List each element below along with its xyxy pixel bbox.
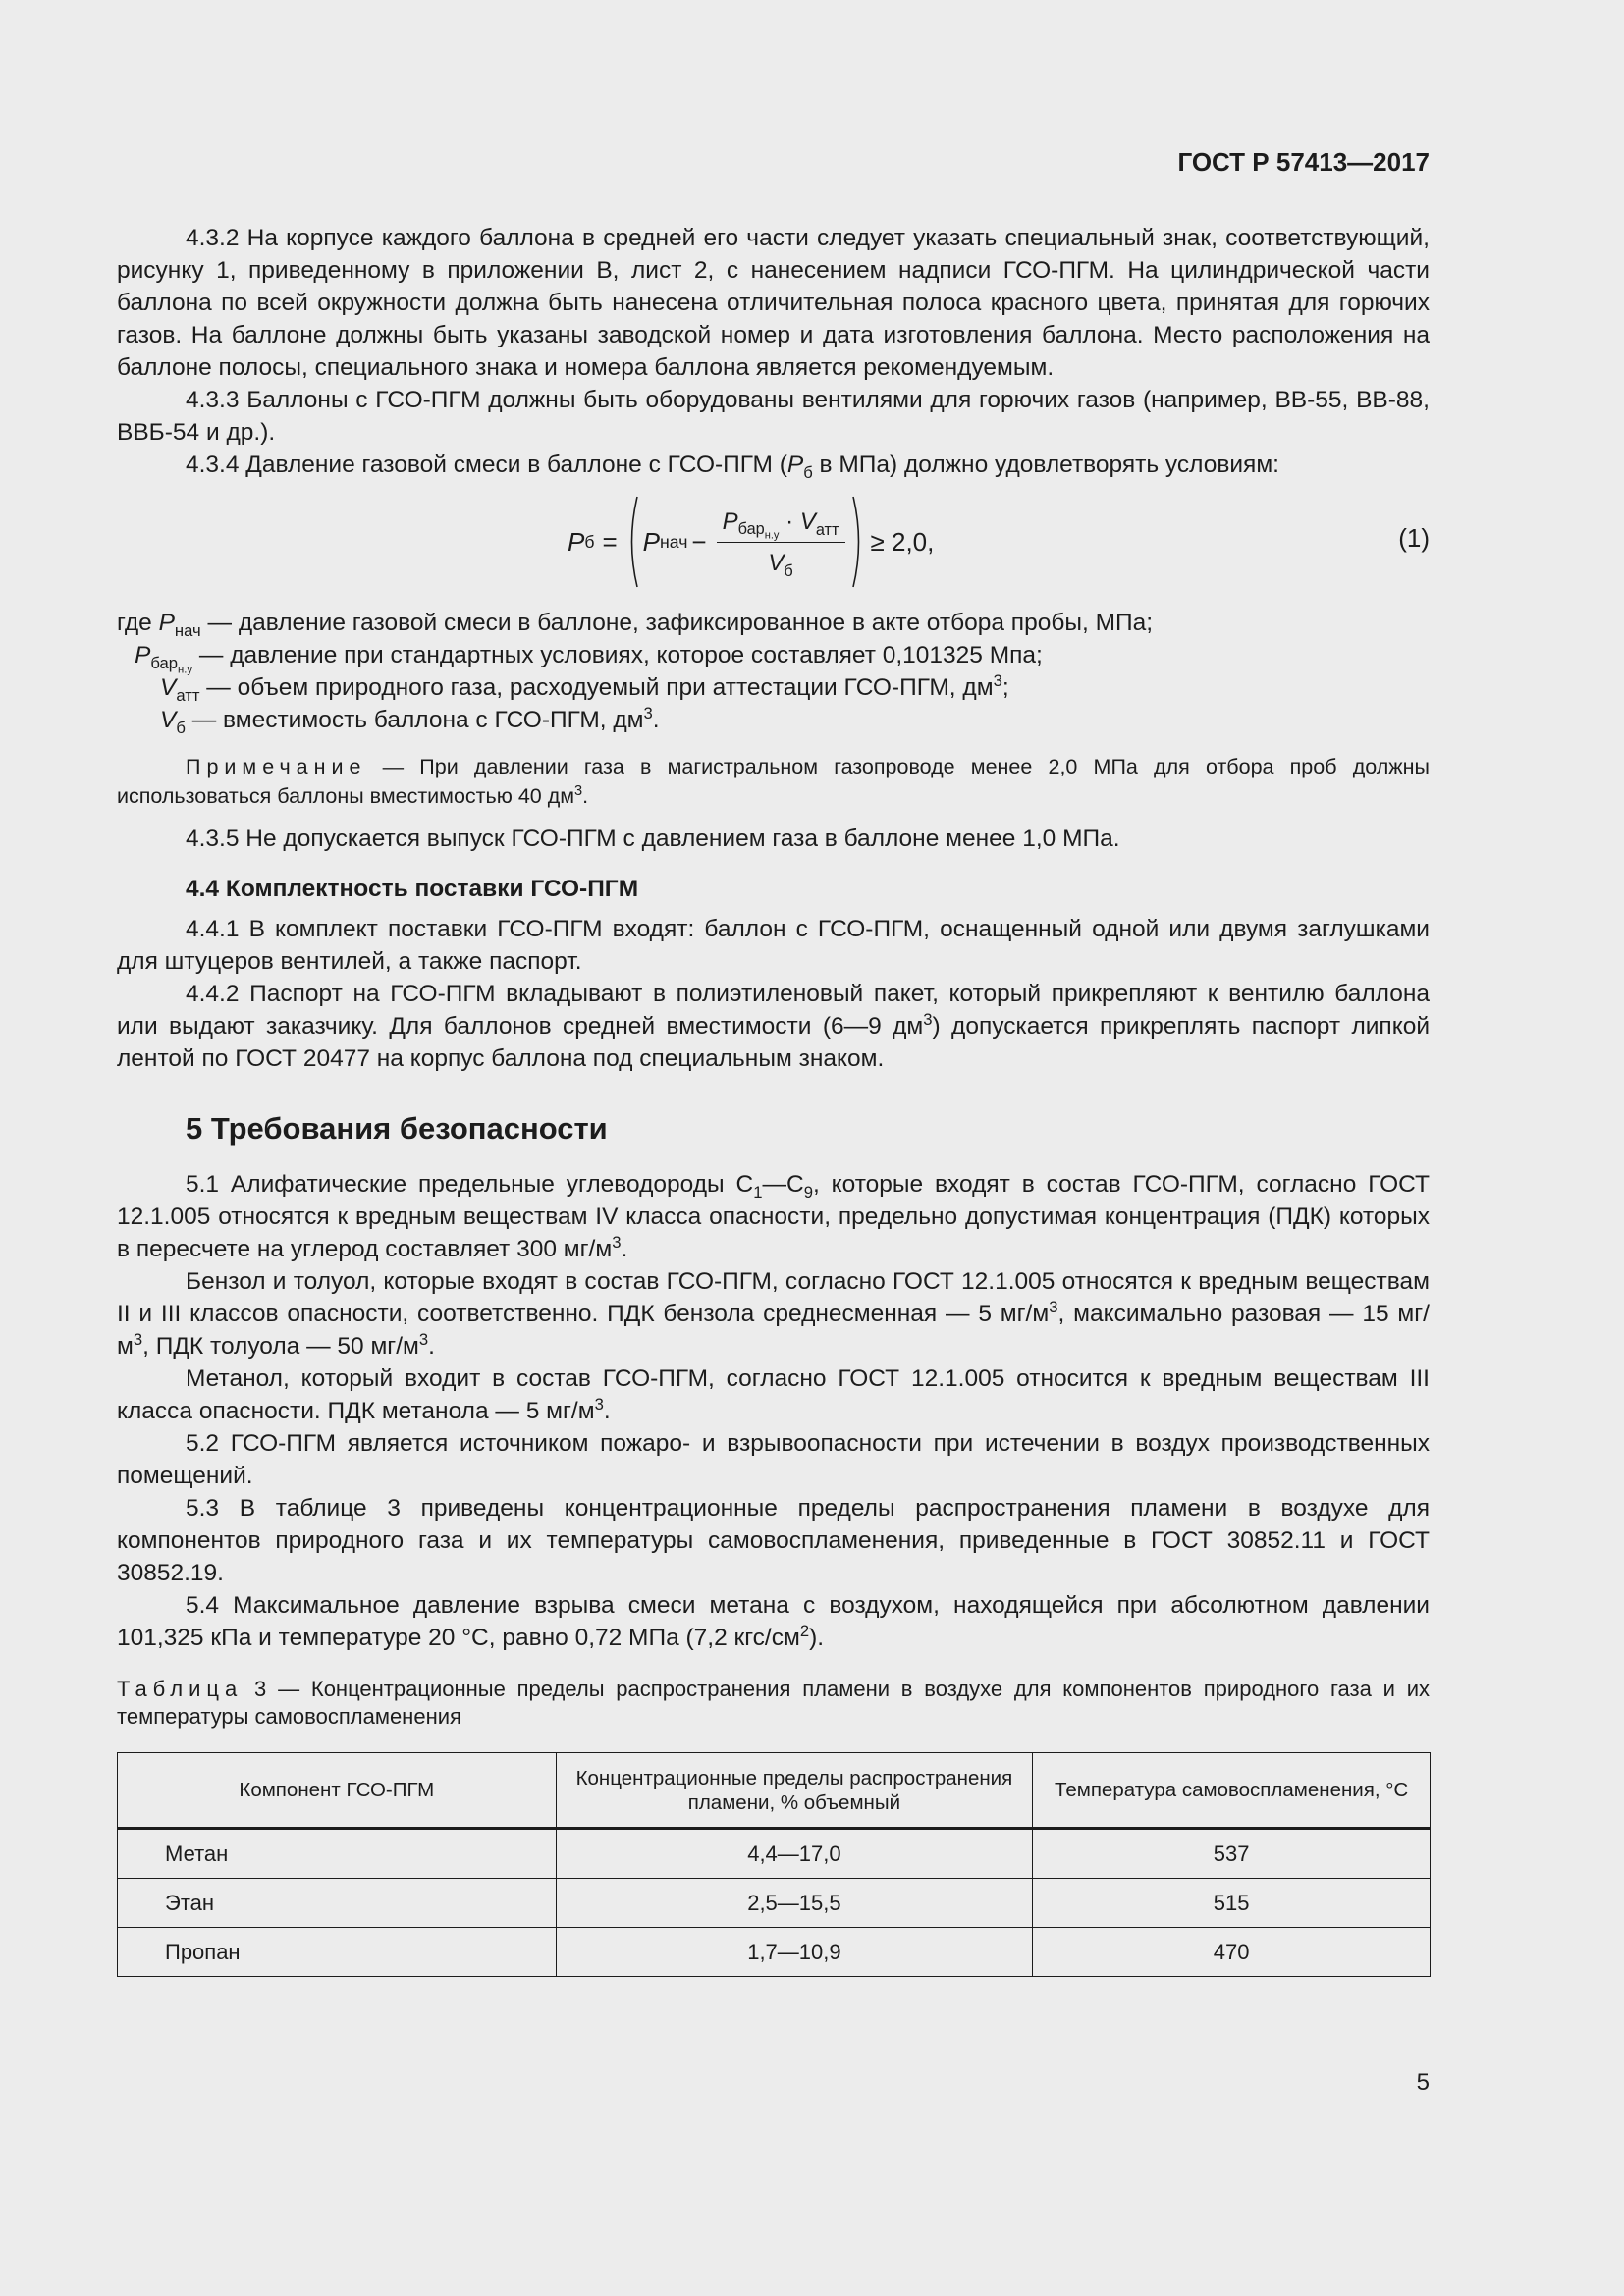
table-header-limits: Концентрационные пределы распространения пламени, % объемный xyxy=(556,1753,1033,1829)
definition-v-att: $V_{атт}$ — объем природного газа, расходуемый при аттестации ГСО-ПГМ, $дм^3$; xyxy=(160,670,1009,705)
table-cell-limits: 2,5—15,5 xyxy=(556,1879,1033,1928)
note-label: Примечание xyxy=(186,755,367,778)
paragraph-4-3-5: 4.3.5 Не допускается выпуск ГСО-ПГМ с давлением газа в баллоне менее 1,0 МПа. xyxy=(186,826,1120,852)
paragraph-methanol: Метанол, который входит в состав ГСО-ПГМ, согласно ГОСТ 12.1.005 относится к вредным веществам III класса опасности. ПДК метанола — 5 $мг/м^3$. xyxy=(117,1365,1430,1424)
note: Примечание — При давлении газа в магистральном газопроводе менее 2,0 МПа для отбора проб должны использоваться баллоны вместимостью 40 $дм^3$. xyxy=(117,755,1430,808)
table-cell-component: Метан xyxy=(118,1829,557,1879)
paragraph-4-4-1: 4.4.1 В комплект поставки ГСО-ПГМ входят: баллон с ГСО-ПГМ, оснащенный одной или двумя заглушками для штуцеров вентилей, а также паспорт. xyxy=(117,916,1430,975)
paragraph-5-3: 5.3 В таблице 3 приведены концентрационные пределы распространения пламени в воздухе для компонентов природного газа и их температуры самовоспламенения, приведенные в ГОСТ 30852.11 и ГОСТ 30852.19. xyxy=(117,1495,1430,1586)
subsection-heading-4-4: 4.4 Комплектность поставки ГСО-ПГМ xyxy=(186,876,639,902)
table-header-temperature: Температура самовоспламенения, °C xyxy=(1033,1753,1431,1829)
paragraph-5-4: 5.4 Максимальное давление взрыва смеси метана с воздухом, находящейся при абсолютном давлении 101,325 кПа и температуре 20 °C, равно 0,72 МПа (7,2 кгс/$см^2$). xyxy=(117,1592,1430,1651)
table-3 xyxy=(117,1752,1431,1977)
table-cell-limits: 4,4—17,0 xyxy=(556,1829,1033,1879)
right-parenthesis xyxy=(851,495,865,589)
table-cell-component: Пропан xyxy=(118,1928,557,1977)
table-3-caption: Таблица 3 — Концентрационные пределы распространения пламени в воздухе для компонентов природного газа и их температуры самовоспламенения xyxy=(117,1677,1430,1729)
page-number: 5 xyxy=(1416,2069,1430,2096)
table-row xyxy=(118,1928,1431,1977)
formula-definitions xyxy=(117,607,1430,736)
definition-p-standard: $P_{бар_{н.у}}$ — давление при стандартных условиях, которое составляет 0,101325 Мпа; xyxy=(135,642,1043,676)
paragraph-benzene-toluene: Бензол и толуол, которые входят в состав ГСО-ПГМ, согласно ГОСТ 12.1.005 относятся к вредным веществам II и III классов опасности, соответственно. ПДК бензола среднесменная — 5 $мг/м^3$, максимально разовая — 15 $мг/м^3$, ПДК толуола — 50 $мг/м^3$. xyxy=(117,1268,1430,1360)
paragraph-4-4-2: 4.4.2 Паспорт на ГСО-ПГМ вкладывают в полиэтиленовый пакет, который прикрепляют к вентилю баллона или выдают заказчику. Для баллонов средней вместимости (6—9 $дм^3$) допускается прикреплять паспорт липкой лентой по ГОСТ 20477 на корпус баллона под специальным знаком. xyxy=(117,981,1430,1072)
formula-expression: P б = P нач − $\frac{P_{бар_{н.у}} \cdot V_{атт}}{V_б}$ ≥ 2,0, xyxy=(568,487,1078,597)
left-parenthesis xyxy=(625,495,639,589)
paragraph-5-1: 5.1 Алифатические предельные углеводороды $C_1—C_9$, которые входят в состав ГСО-ПГМ, согласно ГОСТ 12.1.005 относятся к вредным веществам IV класса опасности, предельно допустимая концентрация (ПДК) которых в пересчете на углерод составляет 300 $мг/м^3$. xyxy=(117,1171,1430,1262)
paragraph-4-3-4: 4.3.4 Давление газовой смеси в баллоне с ГСО-ПГМ ($P_б$ в МПа) должно удовлетворять условиям: xyxy=(186,452,1279,482)
table-header-row xyxy=(118,1753,1431,1829)
table-row xyxy=(118,1879,1431,1928)
definition-p-start: где $P_{нач}$ — давление газовой смеси в баллоне, зафиксированное в акте отбора пробы, МПа; xyxy=(117,610,1154,640)
formula-fraction: $\frac{P_{бар_{н.у}} \cdot V_{атт}}{V_б}$ xyxy=(717,506,845,579)
document-code-header: ГОСТ Р 57413—2017 xyxy=(1177,147,1430,177)
definition-v-cylinder: $V_б$ — вместимость баллона с ГСО-ПГМ, $дм^3$. xyxy=(160,703,660,737)
paragraph-5-2: 5.2 ГСО-ПГМ является источником пожаро- и взрывоопасности при истечении в воздух производственных помещений. xyxy=(117,1430,1430,1489)
section-heading-5: 5 Требования безопасности xyxy=(186,1111,608,1146)
paragraph-4-3-3: 4.3.3 Баллоны с ГСО-ПГМ должны быть оборудованы вентилями для горючих газов (например, ВВ-55, ВВ-88, ВВБ-54 и др.). xyxy=(117,387,1430,446)
table-cell-temperature: 537 xyxy=(1033,1829,1431,1879)
page-content xyxy=(117,222,1430,1977)
table-cell-component: Этан xyxy=(118,1879,557,1928)
formula-1 xyxy=(117,487,1430,597)
table-cell-temperature: 515 xyxy=(1033,1879,1431,1928)
table-cell-temperature: 470 xyxy=(1033,1928,1431,1977)
table-cell-limits: 1,7—10,9 xyxy=(556,1928,1033,1977)
paragraph-4-3-2: 4.3.2 На корпусе каждого баллона в средней его части следует указать специальный знак, соответствующий, рисунку 1, приведенному в приложении В, лист 2, с нанесением надписи ГСО-ПГМ. На цилиндрической части баллона по всей окружности должна быть нанесена отличительная полоса красного цвета, принятая для горючих газов. На баллоне должны быть указаны заводской номер и дата изготовления баллона. Место расположения на баллоне полосы, специального знака и номера баллона является рекомендуемым. xyxy=(117,225,1430,381)
table-row xyxy=(118,1829,1431,1879)
table-caption-label: Таблица xyxy=(117,1677,244,1701)
formula-number: (1) xyxy=(1398,523,1430,553)
table-header-component: Компонент ГСО-ПГМ xyxy=(118,1753,557,1829)
